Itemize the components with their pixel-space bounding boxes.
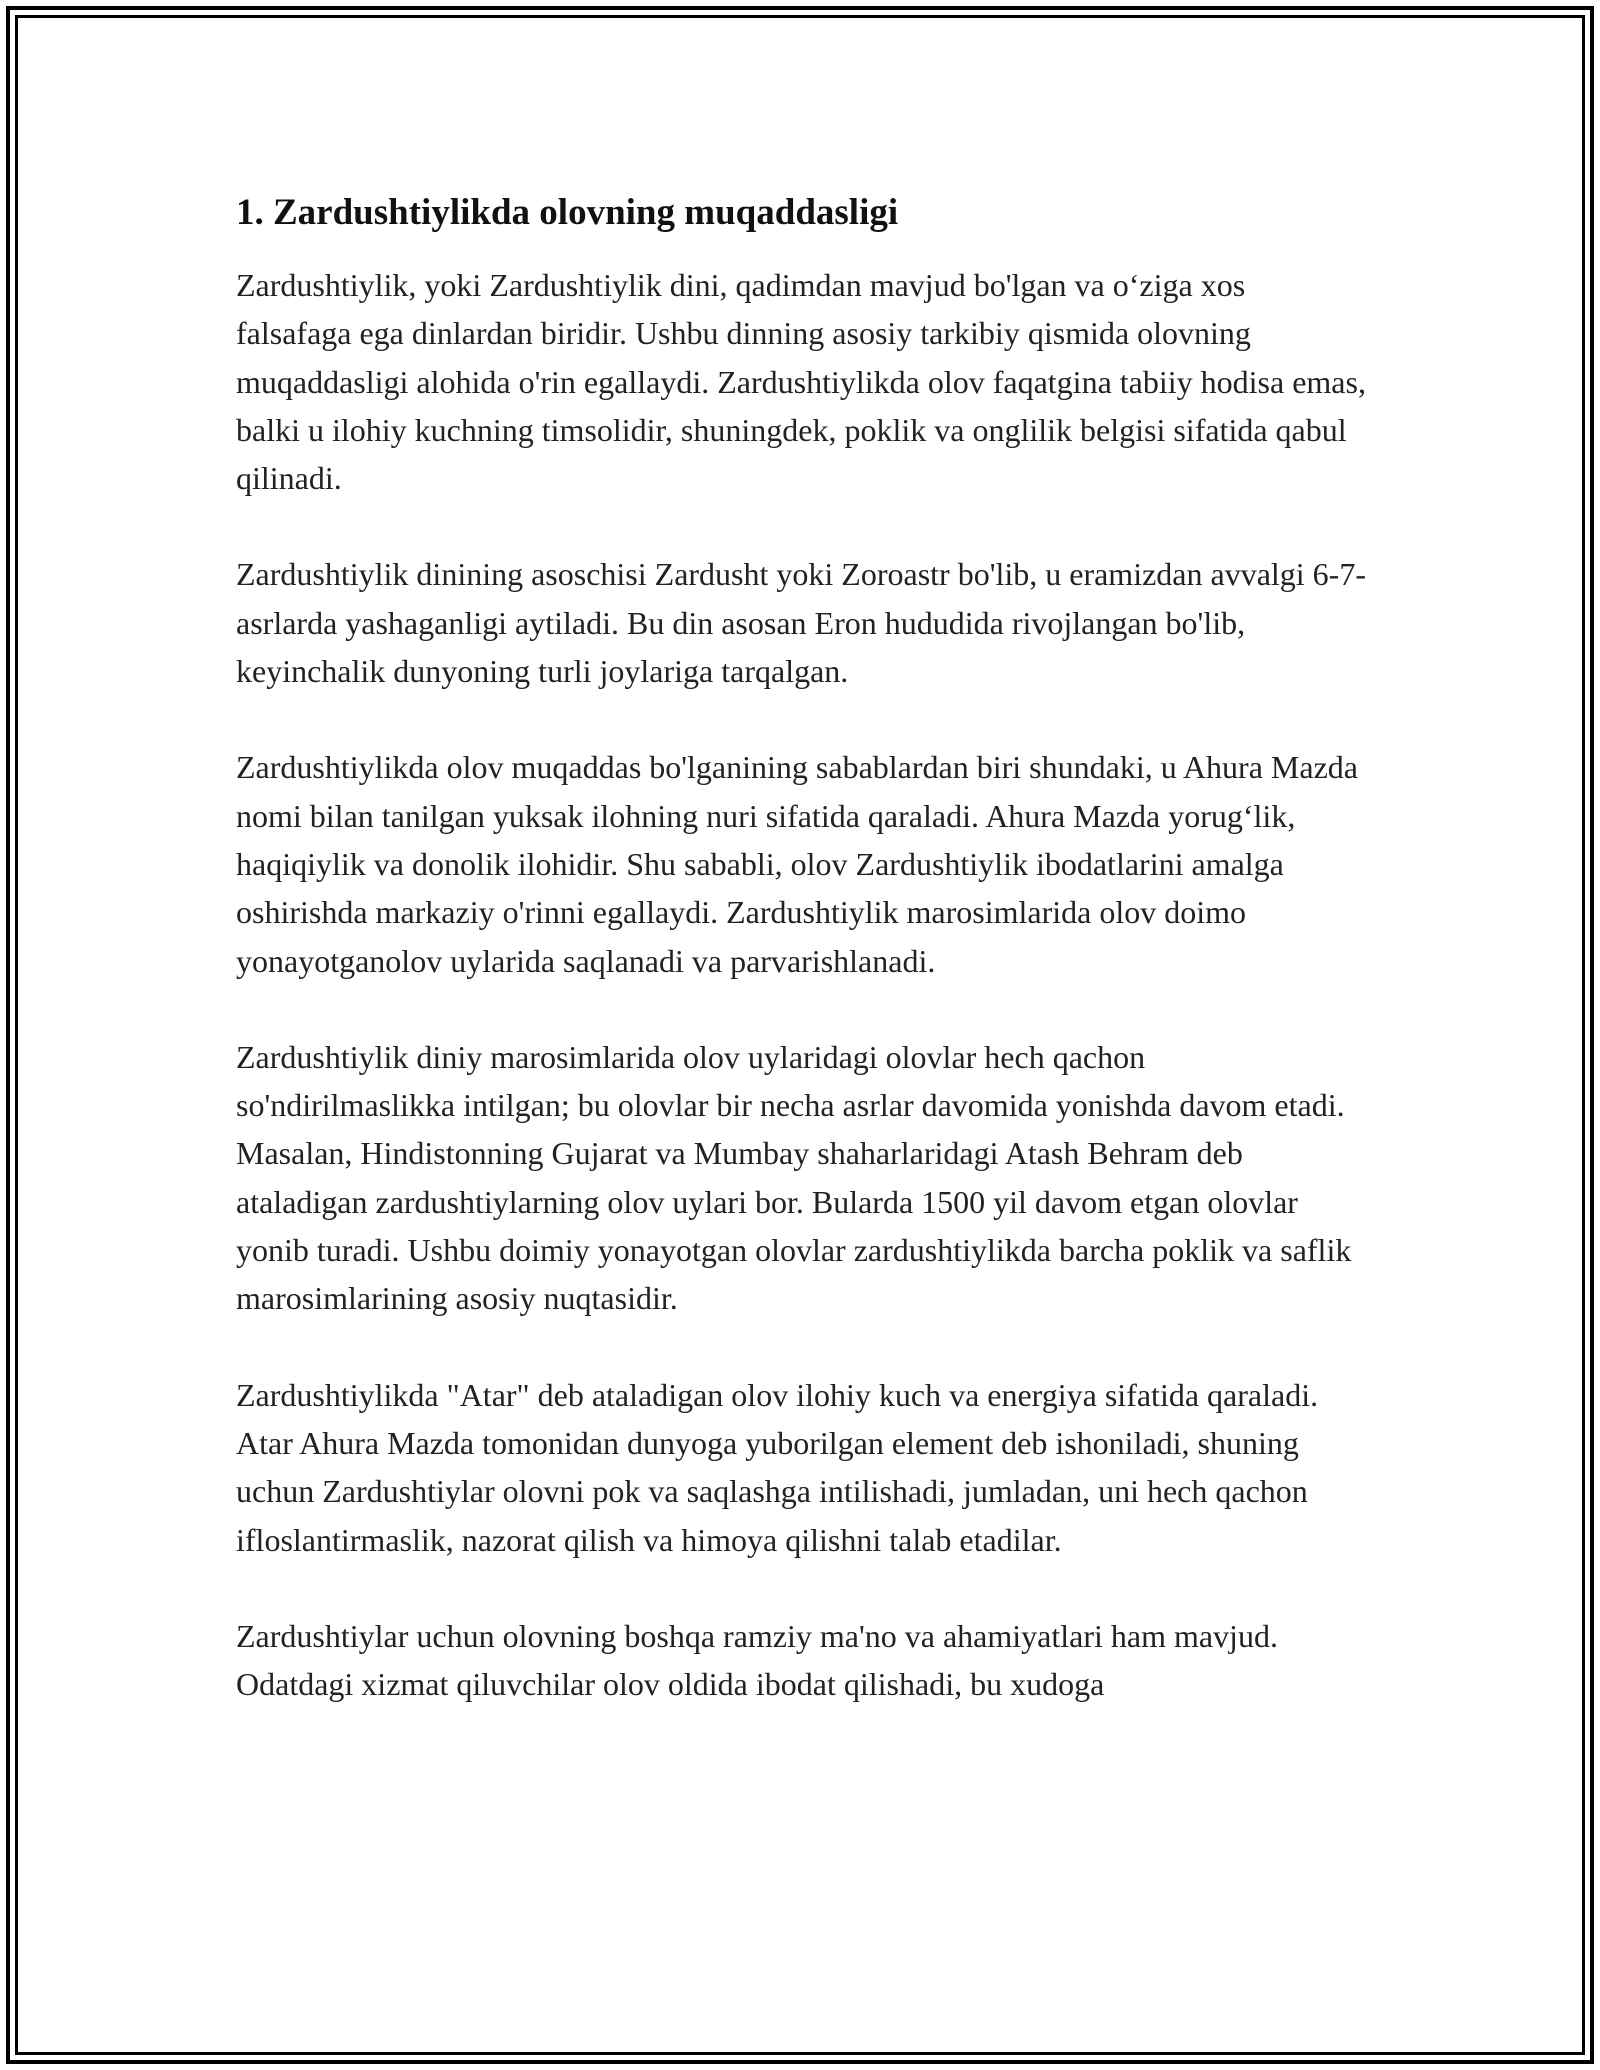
paragraph-5: Zardushtiylikda "Atar" deb ataladigan olov ilohiy kuch va energiya sifatida qaraladi. Atar Ahura Mazda tomonidan dunyoga yuborilgan element deb ishoniladi, shuning uchun Zardushtiylar olovni pok va saqlashga intilishadi, jumladan, uni hech qachon ifloslantirmaslik, nazorat qilish va himoya qilishni talab etadilar. <box>236 1376 1319 1558</box>
paragraph-1: Zardushtiylik, yoki Zardushtiylik dini, qadimdan mavjud bo'lgan va o‘ziga xos falsafaga ega dinlardan biridir. Ushbu dinning asosiy tarkibiy qismida olovning muqaddasligi alohida o'rin egallaydi. Zardushtiylikda olov faqatgina tabiiy hodisa emas, balki u ilohiy kuchning timsolidir, shuningdek, poklik va onglilik belgisi sifatida qabul qilinadi. <box>236 267 1366 497</box>
paragraph-4: Zardushtiylik diniy marosimlarida olov uylaridagi olovlar hech qachon so'ndirilmaslikka intilgan; bu olovlar bir necha asrlar davomida yonishda davom etadi. Masalan, Hindistonning Gujarat va Mumbay shaharlaridagi Atash Behram deb ataladigan zardushtiylarning olov uylari bor. Bularda 1500 yil davom etgan olovlar yonib turadi. Ushbu doimiy yonayotgan olovlar zardushtiylikda barcha poklik va saflik marosimlarining asosiy nuqtasidir. <box>236 1038 1352 1317</box>
document-body <box>236 185 1366 1756</box>
paragraph-3: Zardushtiylikda olov muqaddas bo'lganining sabablardan biri shundaki, u Ahura Mazda nomi bilan tanilgan yuksak ilohning nuri sifatida qaraladi. Ahura Mazda yorug‘lik, haqiqiylik va donolik ilohidir. Shu sababli, olov Zardushtiylik ibodatlarini amalga oshirishda markaziy o'rinni egallaydi. Zardushtiylik marosimlarida olov doimo yonayotganolov uylarida saqlanadi va parvarishlanadi. <box>236 749 1358 979</box>
paragraph-6: Zardushtiylar uchun olovning boshqa ramziy ma'no va ahamiyatlari ham mavjud. Odatdagi xizmat qiluvchilar olov oldida ibodat qilishadi, bu xudoga <box>236 1617 1278 1703</box>
section-heading: 1. Zardushtiylikda olovning muqaddasligi <box>236 192 899 233</box>
paragraph-2: Zardushtiylik dinining asoschisi Zardusht yoki Zoroastr bo'lib, u eramizdan avvalgi 6-7-asrlarda yashaganligi aytiladi. Bu din asosan Eron hududida rivojlangan bo'lib, keyinchalik dunyoning turli joylariga tarqalgan. <box>236 556 1366 690</box>
